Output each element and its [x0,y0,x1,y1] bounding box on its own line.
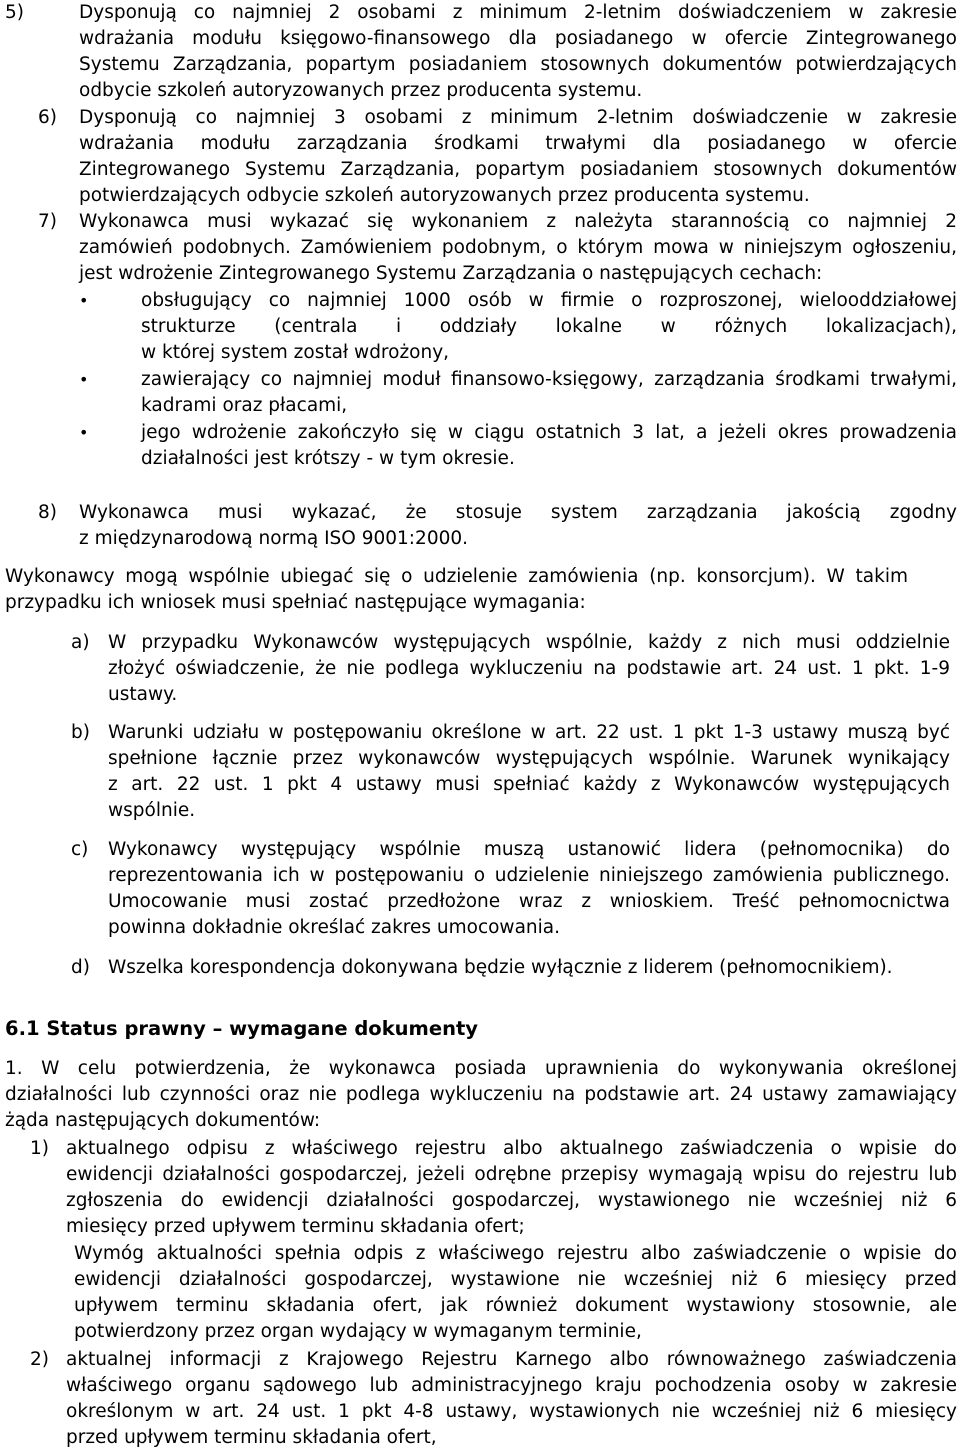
item-text-line: z międzynarodową normą ISO 9001:2000. [79,528,469,549]
bullet-text-line: kadrami oraz płacami, [141,395,348,416]
paragraph-line: przypadku ich wniosek musi spełniać następujące wymagania: [5,592,586,613]
list-text-line: Wykonawcy występujący wspólnie muszą ustanowić lidera (pełnomocnika) do [108,839,950,860]
list-text-line: reprezentowania ich w postępowaniu o udzielenie niniejszego zamówienia publicznego. [108,865,950,886]
doc-text-line: ewidencji działalności gospodarczej, jeżeli odrębne przepisy wymagają wpisu do rejestru lub [66,1164,957,1185]
note-text-line: ewidencji działalności gospodarczej, wystawione nie wcześniej niż 6 miesięcy przed [74,1269,957,1290]
list-text-line: z art. 22 ust. 1 pkt 4 ustawy musi spełniać każdy z Wykonawców występujących [108,774,950,795]
item-text-line: Zintegrowanego Systemu Zarządzania, popartym posiadaniem stosownych dokumentów [79,159,957,180]
list-letter: a) [71,632,90,653]
bullet-text-line: zawierający co najmniej moduł finansowo-księgowy, zarządzania środkami trwałymi, [141,369,957,390]
item-text-line: odbycie szkoleń autoryzowanych przez producenta systemu. [79,80,643,101]
note-text-line: potwierdzony przez organ wydający w wymaganym terminie, [74,1321,642,1342]
item-text-line: Dysponują co najmniej 3 osobami z minimum 2-letnim doświadczenie w zakresie [79,107,957,128]
paragraph-line: Wykonawcy mogą wspólnie ubiegać się o udzielenie zamówienia (np. konsorcjum). W takim [5,566,908,587]
doc-number: 1) [30,1138,49,1159]
bullet-icon: • [79,370,89,389]
doc-text-line: określonym w art. 24 ust. 1 pkt 4-8 ustawy, wystawionych nie wcześniej niż 6 miesięcy [66,1401,957,1422]
item-text-line: zamówień podobnych. Zamówieniem podobnym, o którym mowa w niniejszym ogłoszeniu, [79,237,957,258]
doc-text-line: aktualnego odpisu z właściwego rejestru albo aktualnego zaświadczenia o wpisie do [66,1138,957,1159]
item-text-line: Dysponują co najmniej 2 osobami z minimum 2-letnim doświadczeniem w zakresie [79,2,957,23]
item-text-line: jest wdrożenie Zintegrowanego Systemu Zarządzania o następujących cechach: [79,263,823,284]
bullet-text-line: jego wdrożenie zakończyło się w ciągu ostatnich 3 lat, a jeżeli okres prowadzenia [141,422,957,443]
bullet-icon: • [79,291,89,310]
item-text-line: wdrażania modułu zarządzania środkami trwałymi dla posiadanego w ofercie [79,133,957,154]
list-letter: c) [71,839,89,860]
doc-text-line: miesięcy przed upływem terminu składania ofert; [66,1216,525,1237]
bullet-text-line: działalności jest krótszy - w tym okresie. [141,448,515,469]
list-text-line: powinna dokładnie określać zakres umocowania. [108,917,560,938]
item-number: 7) [38,211,57,232]
paragraph-line: 1. W celu potwierdzenia, że wykonawca posiada uprawnienia do wykonywania określonej [5,1058,957,1079]
bullet-text-line: obsługujący co najmniej 1000 osób w firmie o rozproszonej, wielooddziałowej [141,290,957,311]
item-number: 8) [38,502,57,523]
bullet-icon: • [79,423,89,442]
doc-text-line: aktualnej informacji z Krajowego Rejestru Karnego albo równoważnego zaświadczenia [66,1349,957,1370]
paragraph-line: działalności lub czynności oraz nie podlega wykluczeniu na podstawie art. 24 ustawy zamawiający [5,1084,957,1105]
paragraph-line: żąda następujących dokumentów: [5,1110,321,1131]
list-letter: d) [71,957,90,978]
list-text-line: spełnione łącznie przez wykonawców występujących wspólnie. Warunek wynikający [108,748,950,769]
note-text-line: upływem terminu składania ofert, jak również dokument wystawiony stosownie, ale [74,1295,957,1316]
list-text-line: złożyć oświadczenie, że nie podlega wykluczeniu na podstawie art. 24 ust. 1 pkt. 1-9 [108,658,950,679]
list-text-line: Umocowanie musi zostać przedłożone wraz z wnioskiem. Treść pełnomocnictwa [108,891,950,912]
doc-number: 2) [30,1349,49,1370]
list-text-line: W przypadku Wykonawców występujących wspólnie, każdy z nich musi oddzielnie [108,632,950,653]
note-text-line: Wymóg aktualności spełnia odpis z właściwego rejestru albo zaświadczenie o wpisie do [74,1243,957,1264]
item-text-line: Systemu Zarządzania, popartym posiadaniem stosownych dokumentów potwierdzających [79,54,957,75]
item-text-line: Wykonawca musi wykazać się wykonaniem z należyta starannością co najmniej 2 [79,211,957,232]
doc-text-line: przed upływem terminu składania ofert, [66,1427,437,1448]
list-text-line: ustawy. [108,684,178,705]
doc-text-line: właściwego organu sądowego lub administracyjnego kraju pochodzenia osoby w zakresie [66,1375,957,1396]
list-text-line: Wszelka korespondencja dokonywana będzie wyłącznie z liderem (pełnomocnikiem). [108,957,893,978]
item-text-line: Wykonawca musi wykazać, że stosuje system zarządzania jakością zgodny [79,502,957,523]
item-number: 5) [5,2,24,23]
item-text-line: wdrażania modułu księgowo-finansowego dla posiadanego w ofercie Zintegrowanego [79,28,957,49]
list-letter: b) [71,722,90,743]
list-text-line: wspólnie. [108,800,196,821]
section-heading: 6.1 Status prawny – wymagane dokumenty [5,1017,479,1040]
item-number: 6) [38,107,57,128]
doc-text-line: zgłoszenia do ewidencji działalności gospodarczej, wystawionego nie wcześniej niż 6 [66,1190,957,1211]
item-text-line: potwierdzających odbycie szkoleń autoryzowanych przez producenta systemu. [79,185,810,206]
list-text-line: Warunki udziału w postępowaniu określone w art. 22 ust. 1 pkt 1-3 ustawy muszą być [108,722,950,743]
bullet-text-line: strukturze (centrala i oddziały lokalne w różnych lokalizacjach), [141,316,957,337]
bullet-text-line: w której system został wdrożony, [141,342,450,363]
